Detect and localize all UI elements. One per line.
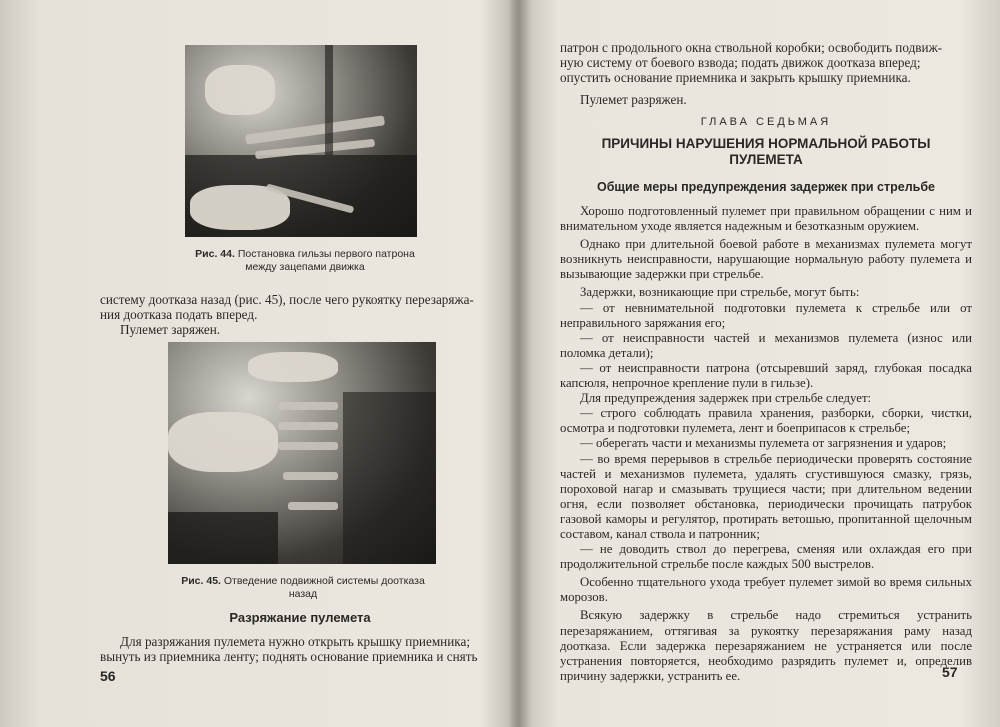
chapter-label: ГЛАВА СЕДЬМАЯ: [700, 116, 832, 128]
right-top-line-2: ную систему от боевого взвода; подать движок доотказа вперед;: [560, 55, 921, 71]
right-paragraph-8: — строго соблюдать правила хранения, разборки, сборки, чистки, осмотра и подготовки пулемета, лент и боеприпасов к стрельбе;: [560, 406, 972, 436]
left-paragraph-3-line-1: Для разряжания пулемета нужно открыть крышку приемника;: [120, 634, 471, 649]
page-number-left: 56: [100, 668, 116, 684]
right-top-paragraph: [560, 40, 972, 107]
right-page: [522, 0, 1000, 727]
figure-45-number: Рис. 45.: [181, 575, 221, 587]
figure-44-photo: [185, 45, 417, 237]
right-paragraph-7: Для предупреждения задержек при стрельбе следует:: [580, 391, 872, 406]
right-paragraph-11: — не доводить ствол до перегрева, сменяя или охлаждая его при продолжительной стрельбе после каждых 500 выстрелов.: [560, 542, 972, 572]
right-paragraph-1: Хорошо подготовленный пулемет при правильном обращении с ним и внимательном уходе является надежным и безотказным оружием.: [560, 204, 972, 234]
right-paragraph-13: Всякую задержку в стрельбе надо стремиться устранить перезаряжанием, оттягивая за рукоятку перезаряжания раму назад доотказа. Если задержка перезаряжанием не устраняется или после устранения повторяется, необходимо разрядить пулемет и, определив причину задержки, устранить ее.: [560, 608, 972, 683]
chapter-title: [560, 136, 972, 168]
left-paragraph-3-line-2: вынуть из приемника ленту; поднять основание приемника и снять: [100, 649, 478, 665]
right-paragraph-3: Задержки, возникающие при стрельбе, могут быть:: [580, 285, 860, 300]
figure-45-caption: [168, 575, 438, 601]
figure-44-text: Постановка гильзы первого патрона: [237, 248, 415, 260]
section-subtitle: Общие меры предупреждения задержек при стрельбе: [596, 180, 936, 194]
right-paragraph-12: Особенно тщательного ухода требует пулемет зимой во время сильных морозов.: [560, 575, 972, 605]
chapter-title-line-1: ПРИЧИНЫ НАРУШЕНИЯ НОРМАЛЬНОЙ РАБОТЫ: [601, 136, 931, 151]
figure-45-photo: [168, 342, 436, 564]
left-paragraph-1-line-1: систему доотказа назад (рис. 45), после чего рукоятку перезаряжа-: [100, 292, 474, 307]
right-top-line-1: патрон с продольного окна ствольной коробки; освободить подвиж-: [560, 40, 943, 55]
page-number-right: 57: [942, 664, 958, 680]
right-paragraph-4: — от невнимательной подготовки пулемета к стрельбе или от неправильного заряжания его;: [560, 300, 972, 330]
right-top-line-3: опустить основание приемника и закрыть крышку приемника.: [560, 70, 911, 86]
chapter-title-line-2: ПУЛЕМЕТА: [729, 152, 803, 167]
left-paragraph-2: Пулемет заряжен.: [120, 322, 221, 338]
figure-44-text-2: между зацепами движка: [245, 261, 365, 273]
left-paragraph-1-line-2: ния доотказа подать вперед.: [100, 307, 258, 323]
right-paragraph-6: — от неисправности патрона (отсыревший заряд, глубокая посадка капсюля, непрочное крепление пули в гильзе).: [560, 360, 972, 391]
section-title-unloading: Разряжание пулемета: [229, 610, 371, 625]
right-paragraph-10: — во время перерывов в стрельбе периодически проверять состояние частей и механизмов пулемета, удалять сгустившуюся смазку, грязь, пороховой нагар и смазывать трущиеся части; при длительном ведении огня, если позволяет обстановка, периодически прочищать патрубок газовой каморы и регулятор, протирать ветошью, пропитанной щелочным составом, канал ствола и патронник;: [560, 451, 972, 541]
left-paragraph-3: [100, 634, 500, 664]
figure-44-caption: [180, 248, 430, 274]
right-paragraph-9: — оберегать части и механизмы пулемета от загрязнения и ударов;: [580, 436, 947, 451]
right-body-text: [560, 204, 972, 684]
figure-44-number: Рис. 44.: [195, 248, 235, 260]
right-top-line-4: Пулемет разряжен.: [580, 91, 687, 107]
right-paragraph-2: Однако при длительной боевой работе в механизмах пулемета могут возникнуть неисправности, нарушающие нормальную работу пулемета и вызывающие задержки при стрельбе.: [560, 237, 972, 282]
right-paragraph-5: — от неисправности частей и механизмов пулемета (износ или поломка детали);: [560, 330, 972, 360]
left-paragraph-1: [100, 292, 500, 338]
figure-45-text-2: назад: [288, 588, 318, 600]
figure-45-text: Отведение подвижной системы доотказа: [223, 575, 425, 587]
